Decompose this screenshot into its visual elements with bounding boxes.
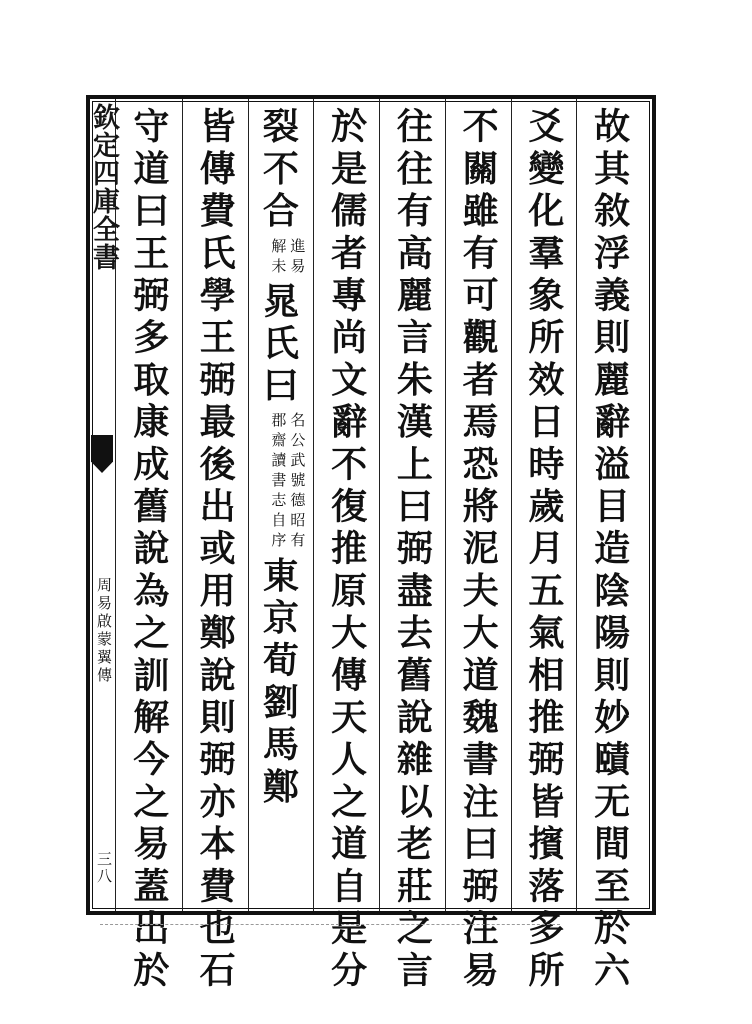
column-text-segment: 晁氏曰 — [257, 281, 300, 409]
annotation-row-left: 郡齋讀書志自序 — [269, 412, 288, 553]
column-text: 於是儒者專尚文辭不復推原大傳天人之道自是分 — [325, 107, 368, 994]
column-text-mixed — [255, 107, 306, 809]
inline-annotation — [268, 412, 306, 552]
page-number: 三八 — [95, 851, 113, 885]
column-text-segment: 東京荀劉馬鄭 — [257, 556, 300, 810]
annotation-row-right: 進易 — [288, 237, 307, 278]
text-column — [116, 99, 182, 994]
bottom-edge-mark — [100, 924, 560, 931]
text-column — [248, 99, 314, 911]
column-text: 往往有高麗言朱漢上曰弼盡去舊說雜以老莊之言 — [391, 107, 434, 994]
page-margin-strip — [88, 99, 119, 911]
book-title: 欽定四庫全書 — [88, 103, 119, 271]
text-column — [511, 99, 577, 994]
inline-annotation — [268, 238, 306, 278]
column-text: 守道曰王弼多取康成舊說為之訓解今之易蓋出於 — [127, 107, 170, 994]
column-text: 故其敘浮義則麗辭溢目造陰陽則妙賾无間至於六 — [588, 107, 631, 994]
column-text: 不關雖有可觀者焉恐將泥夫大道魏書注曰弼注易 — [457, 107, 500, 994]
text-column — [379, 99, 445, 994]
column-text-segment: 裂不合 — [257, 107, 300, 234]
text-columns — [116, 99, 642, 994]
text-column — [182, 99, 248, 994]
column-text: 爻變化羣象所效日時歲月五氣相推弼皆擯落多所 — [522, 107, 565, 994]
chapter-title: 周易啟蒙翼傳 — [95, 577, 113, 685]
column-text: 皆傳費氏學王弼最後出或用鄭說則弼亦本費也石 — [194, 107, 237, 994]
text-column — [445, 99, 511, 994]
annotation-row-left: 解未 — [269, 237, 288, 278]
text-column — [313, 99, 379, 994]
annotation-row-right: 名公武號德昭有 — [288, 412, 307, 553]
text-column — [576, 99, 642, 994]
fishtail-mark-icon — [91, 435, 113, 473]
